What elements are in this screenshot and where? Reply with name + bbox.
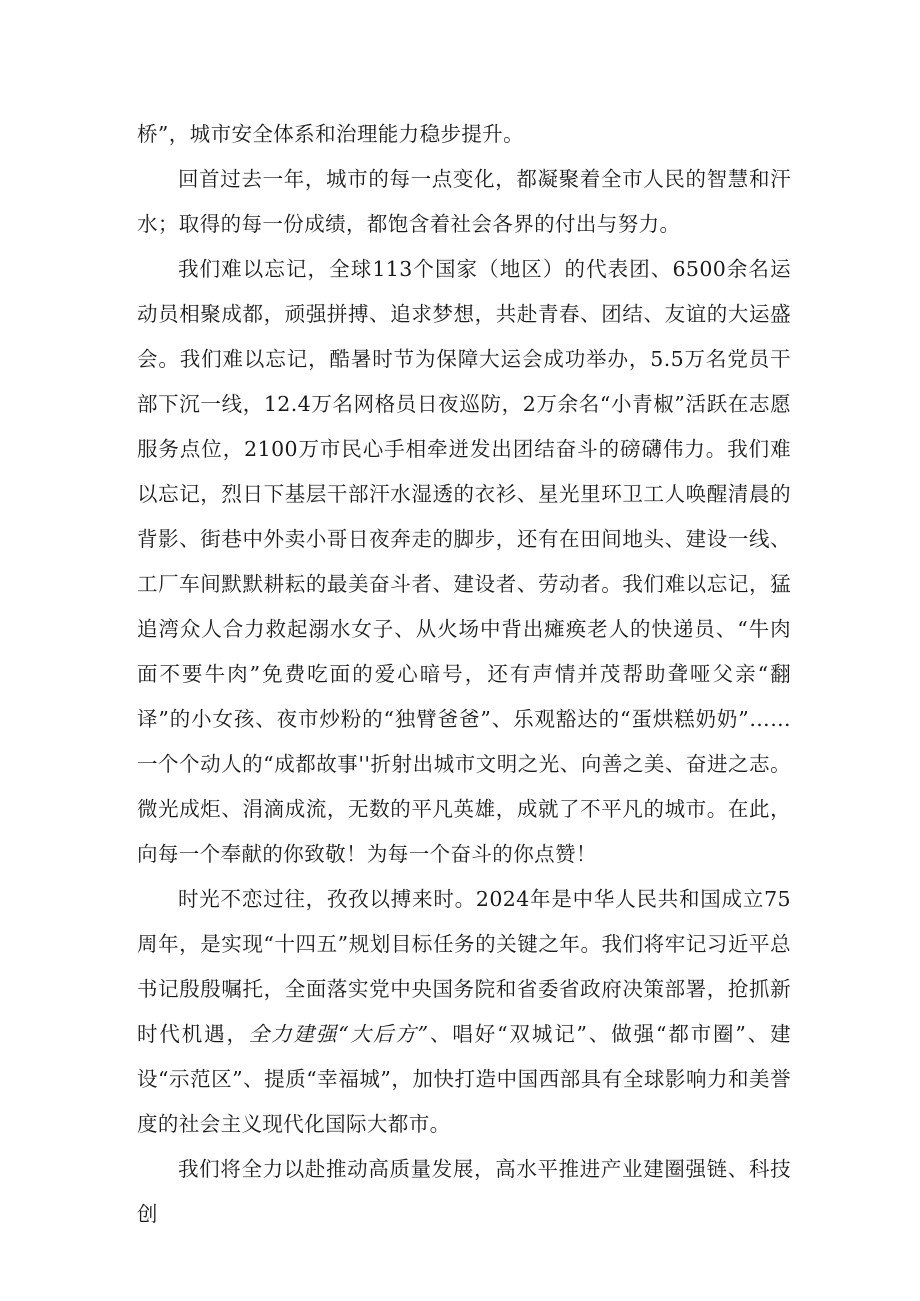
outlook-text-after: 、唱好“双城记”、做强“都市圈”、建设“示范区”、提质“幸福城”，加快打造中国西部具有全球影响力和美誉度的社会主义现代化国际大都市。 bbox=[137, 1022, 792, 1136]
paragraph-review: 回首过去一年，城市的每一点变化，都凝聚着全市人民的智慧和汗水；取得的每一份成绩，都饱含着社会各界的付出与努力。 bbox=[137, 167, 791, 236]
outlook-text-before: 时光不恋过往，孜孜以搏来时。2024年是中华人民共和国成立75周年，是实现“十四五”规划目标任务的关键之年。我们将牢记习近平总书记殷殷嘱托，全面落实党中央国务院和省委省政府决策部署，抢抓新时代机遇， bbox=[137, 887, 791, 1046]
outlook-text-italic: 全力建强“大后方” bbox=[248, 1022, 429, 1046]
paragraph-memories: 我们难以忘记，全球113个国家（地区）的代表团、6500余名运动员相聚成都，顽强拼搏、追求梦想，共赴青春、团结、友谊的大运盛会。我们难以忘记，酷暑时节为保障大运会成功举办，5.5万名党员干部下沉一线，12.4万名网格员日夜巡防，2万余名“小青椒”活跃在志愿服务点位，2100万市民心手相牵迸发出团结奋斗的磅礴伟力。我们难以忘记，烈日下基层干部汗水湿透的衣衫、星光里环卫工人唤醒清晨的背影、街巷中外卖小哥日夜奔走的脚步，还有在田间地头、建设一线、工厂车间默默耕耘的最美奋斗者、建设者、劳动者。我们难以忘记，猛追湾众人合力救起溺水女子、从火场中背出瘫痪老人的快递员、“牛肉面不要牛肉”免费吃面的爱心暗号，还有声情并茂帮助聋哑父亲“翻译”的小女孩、夜市炒粉的“独臂爸爸”、乐观豁达的“蛋烘糕奶奶”……一个个动人的“成都故事''折射出城市文明之光、向善之美、奋进之志。微光成炬、涓滴成流，无数的平凡英雄，成就了不平凡的城市。在此，向每一个奉献的你致敬！为每一个奋斗的你点赞！ bbox=[137, 257, 791, 866]
paragraph-development: 我们将全力以赴推动高质量发展，高水平推进产业建圈强链、科技创 bbox=[137, 1157, 791, 1226]
paragraph-outlook bbox=[137, 877, 791, 1147]
document-body bbox=[137, 112, 791, 1237]
paragraph-continuation: 桥”，城市安全体系和治理能力稳步提升。 bbox=[137, 122, 525, 146]
